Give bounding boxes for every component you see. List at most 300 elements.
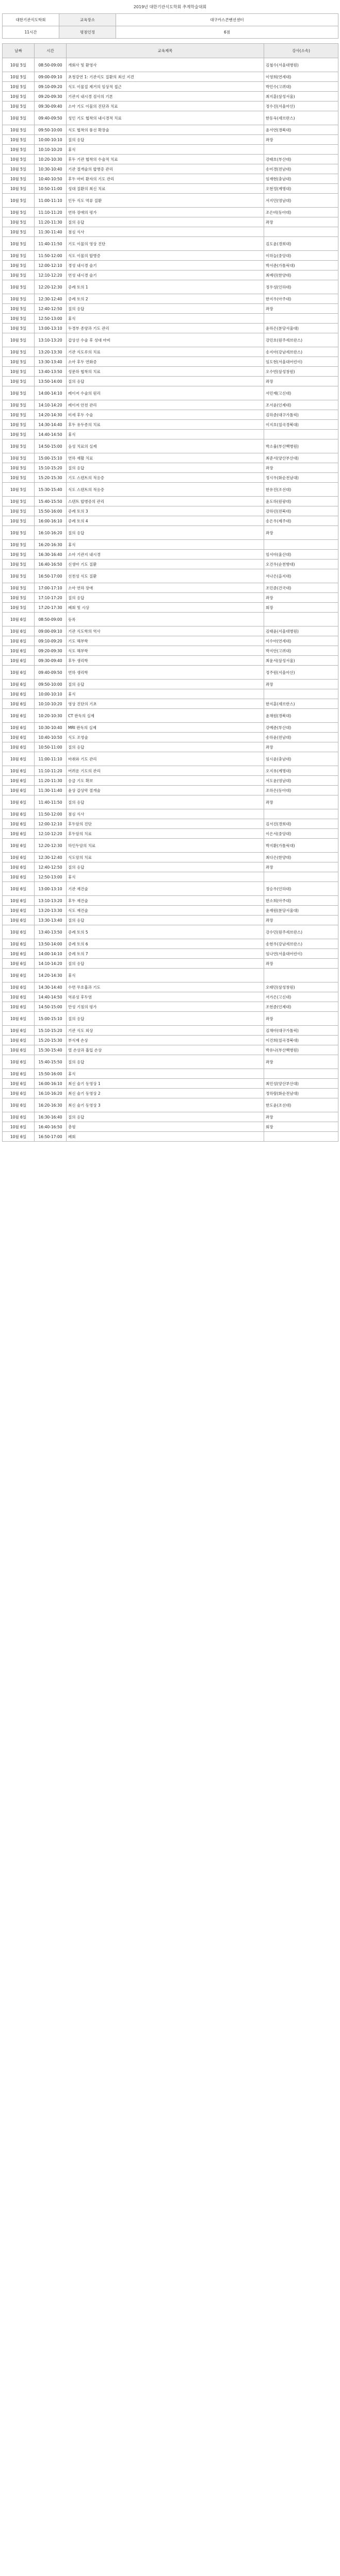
table-row [3, 174, 338, 184]
row-speaker: 정하람(화순전남대) [264, 1089, 338, 1098]
table-row [3, 237, 338, 251]
row-time: 11:30-11:40 [35, 227, 67, 237]
row-title: 기도 스텐트의 적응증 [67, 473, 264, 483]
row-time: 16:20-16:30 [35, 540, 67, 550]
row-speaker: 정승우(인하대) [264, 882, 338, 896]
table-row [3, 82, 338, 92]
row-time: 15:50-16:00 [35, 506, 67, 516]
row-title: 후두암의 치료 [67, 829, 264, 839]
row-time: 09:30-09:40 [35, 656, 67, 666]
row-date: 10월 5일 [3, 208, 35, 217]
row-time: 14:40-14:50 [35, 430, 67, 439]
row-speaker [264, 613, 338, 626]
row-time: 14:00-14:10 [35, 386, 67, 400]
row-date: 10월 6일 [3, 689, 35, 699]
row-date: 10월 5일 [3, 125, 35, 135]
row-date: 10월 6일 [3, 809, 35, 819]
row-title: 질의 응답 [67, 795, 264, 809]
row-date: 10월 5일 [3, 135, 35, 145]
row-date: 10월 5일 [3, 333, 35, 347]
venue-value: 대구카스콘벤션센터 [116, 14, 338, 26]
row-speaker: 윤채원(경북대) [264, 709, 338, 723]
row-date: 10월 6일 [3, 1036, 35, 1045]
table-row [3, 776, 338, 786]
row-speaker: 최민성(양산부산대) [264, 1079, 338, 1089]
row-title: 질의 응답 [67, 1112, 264, 1122]
table-row [3, 939, 338, 949]
table-row [3, 583, 338, 593]
row-date: 10월 5일 [3, 430, 35, 439]
table-row [3, 829, 338, 839]
row-title: 수면 무호흡과 기도 [67, 982, 264, 992]
row-date: 10월 6일 [3, 723, 35, 733]
table-row [3, 101, 338, 111]
row-time: 16:40-16:50 [35, 560, 67, 569]
row-title: 질의 응답 [67, 680, 264, 689]
row-title: 질의 응답 [67, 1055, 264, 1069]
table-row [3, 656, 338, 666]
row-title: 갑상선 수술 후 성대 마비 [67, 333, 264, 347]
row-date: 10월 6일 [3, 786, 35, 795]
table-row [3, 261, 338, 270]
row-speaker: 오지유(계명대) [264, 766, 338, 776]
table-row [3, 982, 338, 992]
table-row [3, 194, 338, 208]
row-title: 휴식 [67, 872, 264, 882]
row-title: 식도 조영술 [67, 733, 264, 742]
row-speaker: 정우성(인하대) [264, 280, 338, 294]
row-speaker: 조민준(건국대) [264, 583, 338, 593]
row-time: 13:10-13:20 [35, 333, 67, 347]
table-row [3, 689, 338, 699]
row-speaker: 좌장 [264, 526, 338, 540]
row-time: 12:50-13:00 [35, 314, 67, 324]
table-row [3, 742, 338, 752]
table-row [3, 969, 338, 982]
row-speaker: 박소율(부산백병원) [264, 439, 338, 453]
table-row [3, 72, 338, 82]
row-title: 증례 토의 1 [67, 280, 264, 294]
table-row [3, 227, 338, 237]
row-title: 개회사 및 환영사 [67, 58, 264, 72]
row-title: 연하 생리학 [67, 666, 264, 680]
table-row [3, 959, 338, 969]
row-speaker: 최다은(한양대) [264, 853, 338, 862]
row-title: 경성 내시경 술기 [67, 261, 264, 270]
row-date: 10월 6일 [3, 646, 35, 656]
row-title: 식도 해부학 [67, 646, 264, 656]
row-date: 10월 5일 [3, 217, 35, 227]
row-date: 10월 5일 [3, 506, 35, 516]
row-time: 09:00-09:10 [35, 626, 67, 636]
row-time: 11:40-11:50 [35, 237, 67, 251]
row-speaker [264, 1132, 338, 1142]
row-time: 13:50-14:00 [35, 939, 67, 949]
row-time: 11:40-11:50 [35, 795, 67, 809]
row-speaker: 이수아(연세대) [264, 636, 338, 646]
row-date: 10월 6일 [3, 853, 35, 862]
row-speaker: 윤재원(분당서울대) [264, 906, 338, 916]
row-time: 10:40-10:50 [35, 174, 67, 184]
row-title: 어려운 기도의 관리 [67, 766, 264, 776]
table-row [3, 410, 338, 420]
table-row [3, 699, 338, 709]
table-row [3, 497, 338, 506]
row-speaker: 이하늘(중앙대) [264, 251, 338, 261]
schedule-table [2, 43, 338, 1142]
table-row [3, 666, 338, 680]
row-title: 증례 토의 7 [67, 949, 264, 959]
row-time: 12:30-12:40 [35, 853, 67, 862]
table-row [3, 377, 338, 386]
row-time: 11:30-11:40 [35, 786, 67, 795]
row-title: 질의 응답 [67, 862, 264, 872]
row-speaker: 좌장 [264, 135, 338, 145]
row-date: 10월 6일 [3, 906, 35, 916]
row-date: 10월 5일 [3, 550, 35, 560]
row-time: 12:50-13:00 [35, 872, 67, 882]
row-speaker [264, 314, 338, 324]
row-time: 09:20-09:30 [35, 646, 67, 656]
row-title: 질의 응답 [67, 377, 264, 386]
row-speaker [264, 227, 338, 237]
row-date: 10월 5일 [3, 314, 35, 324]
row-date: 10월 6일 [3, 959, 35, 969]
row-title: 연하 장애의 평가 [67, 208, 264, 217]
table-row [3, 92, 338, 101]
table-row [3, 324, 338, 333]
row-time: 11:20-11:30 [35, 776, 67, 786]
row-title: 휴식 [67, 689, 264, 699]
total-hours: 11시간 [3, 26, 59, 39]
row-speaker: 조은비(동아대) [264, 208, 338, 217]
row-date: 10월 5일 [3, 304, 35, 314]
row-time: 10:50-11:00 [35, 742, 67, 752]
row-speaker: 김철수(서울대병원) [264, 58, 338, 72]
row-date: 10월 5일 [3, 583, 35, 593]
row-time: 15:10-15:20 [35, 1026, 67, 1036]
row-date: 10월 6일 [3, 626, 35, 636]
row-time: 16:30-16:40 [35, 1112, 67, 1122]
table-row [3, 906, 338, 916]
row-speaker: 조하은(동아대) [264, 786, 338, 795]
row-title: 질의 응답 [67, 742, 264, 752]
table-row [3, 208, 338, 217]
table-row [3, 992, 338, 1002]
row-speaker: 임시윤(충남대) [264, 752, 338, 766]
row-time: 12:00-12:10 [35, 819, 67, 829]
row-time: 14:10-14:20 [35, 959, 67, 969]
row-date: 10월 6일 [3, 795, 35, 809]
row-speaker [264, 872, 338, 882]
row-time: 12:10-12:20 [35, 829, 67, 839]
row-time: 16:40-16:50 [35, 1122, 67, 1132]
row-time: 17:00-17:10 [35, 583, 67, 593]
table-row [3, 949, 338, 959]
table-row [3, 1132, 338, 1142]
row-time: 16:20-16:30 [35, 1098, 67, 1112]
table-row [3, 400, 338, 410]
row-title: 기관 절개술의 합병증 관리 [67, 164, 264, 174]
row-title: 인두 식도 역류 질환 [67, 194, 264, 208]
row-title: 총평 [67, 1122, 264, 1132]
row-speaker: 강태호(부산대) [264, 155, 338, 164]
row-time: 11:20-11:30 [35, 217, 67, 227]
row-speaker: 이은서(중앙대) [264, 829, 338, 839]
row-date: 10월 5일 [3, 569, 35, 583]
row-speaker: 최지훈(삼성서울) [264, 92, 338, 101]
row-date: 10월 6일 [3, 862, 35, 872]
table-row [3, 125, 338, 135]
row-time: 15:00-15:10 [35, 453, 67, 463]
row-title: 질의 응답 [67, 593, 264, 603]
row-title: 초청강연 1: 기관식도 질환의 최신 지견 [67, 72, 264, 82]
row-title: 연하 재활 치료 [67, 453, 264, 463]
row-speaker: 최윤서(삼성서울) [264, 656, 338, 666]
row-date: 10월 5일 [3, 72, 35, 82]
row-title: 소아 기도 이물의 진단과 치료 [67, 101, 264, 111]
table-row [3, 603, 338, 613]
row-date: 10월 6일 [3, 949, 35, 959]
row-speaker: 한지훈(세브란스) [264, 699, 338, 709]
table-row [3, 506, 338, 516]
row-speaker: 조서윤(인제대) [264, 400, 338, 410]
row-speaker: 좌장 [264, 795, 338, 809]
row-time: 10:10-10:20 [35, 699, 67, 709]
row-speaker: 송미경(전남대) [264, 164, 338, 174]
table-row [3, 135, 338, 145]
row-speaker: 좌장 [264, 1112, 338, 1122]
row-title: 최신 술기 동영상 3 [67, 1098, 264, 1112]
row-speaker: 좌장 [264, 680, 338, 689]
row-title: 질의 응답 [67, 916, 264, 925]
table-row [3, 304, 338, 314]
row-title: 윤상 갑상막 절개술 [67, 786, 264, 795]
row-date: 10월 5일 [3, 145, 35, 155]
row-title: 휴식 [67, 540, 264, 550]
row-speaker: 송지아(강남세브란스) [264, 347, 338, 357]
row-date: 10월 6일 [3, 742, 35, 752]
row-speaker: 오태민(삼성창원) [264, 982, 338, 992]
table-row [3, 217, 338, 227]
row-speaker: 박지환(가톨릭대) [264, 839, 338, 853]
row-speaker [264, 540, 338, 550]
row-date: 10월 6일 [3, 1122, 35, 1132]
row-time: 13:00-13:10 [35, 324, 67, 333]
row-date: 10월 5일 [3, 473, 35, 483]
organizer: 대한기관식도학회 [3, 14, 59, 26]
row-speaker [264, 145, 338, 155]
row-title: 마취와 기도 관리 [67, 752, 264, 766]
row-title: 후두 유두종의 치료 [67, 420, 264, 430]
row-speaker: 강예준(부산대) [264, 723, 338, 733]
row-time: 14:30-14:40 [35, 420, 67, 430]
row-title: 점심 식사 [67, 809, 264, 819]
row-date: 10월 6일 [3, 766, 35, 776]
row-date: 10월 5일 [3, 194, 35, 208]
table-row [3, 1002, 338, 1012]
row-time: 09:40-09:50 [35, 111, 67, 125]
row-date: 10월 6일 [3, 872, 35, 882]
table-row [3, 184, 338, 194]
row-time: 13:10-13:20 [35, 896, 67, 906]
row-date: 10월 6일 [3, 1089, 35, 1098]
row-date: 10월 5일 [3, 174, 35, 184]
row-speaker: 좌장 [264, 916, 338, 925]
row-date: 10월 5일 [3, 400, 35, 410]
row-date: 10월 6일 [3, 982, 35, 992]
row-title: 증례 토의 5 [67, 925, 264, 939]
row-time: 14:10-14:20 [35, 400, 67, 410]
row-speaker: 임나연(서울대어린이) [264, 949, 338, 959]
row-speaker: 좌장 [264, 742, 338, 752]
table-row [3, 569, 338, 583]
table-row [3, 333, 338, 347]
row-speaker: 박지안(고려대) [264, 646, 338, 656]
table-row [3, 1036, 338, 1045]
row-date: 10월 5일 [3, 420, 35, 430]
row-speaker: 강민호(원주세브란스) [264, 333, 338, 347]
row-speaker: 송하윤(전남대) [264, 733, 338, 742]
row-time: 09:30-09:40 [35, 101, 67, 111]
row-speaker: 회장 [264, 1122, 338, 1132]
row-time: 09:50-10:00 [35, 125, 67, 135]
row-time: 15:40-15:50 [35, 497, 67, 506]
row-date: 10월 5일 [3, 155, 35, 164]
row-date: 10월 6일 [3, 839, 35, 853]
row-time: 13:00-13:10 [35, 882, 67, 896]
table-row [3, 294, 338, 304]
row-speaker: 한소희(아주대) [264, 896, 338, 906]
row-date: 10월 6일 [3, 829, 35, 839]
row-date: 10월 6일 [3, 939, 35, 949]
row-date: 10월 6일 [3, 680, 35, 689]
table-row [3, 925, 338, 939]
table-row [3, 386, 338, 400]
row-title: 증례 토의 4 [67, 516, 264, 526]
row-time: 09:40-09:50 [35, 666, 67, 680]
row-date: 10월 6일 [3, 1055, 35, 1069]
row-title: 증례 토의 6 [67, 939, 264, 949]
row-title: 소아 후두 연화증 [67, 357, 264, 367]
row-date: 10월 6일 [3, 733, 35, 742]
row-time: 10:30-10:40 [35, 723, 67, 733]
row-date: 10월 6일 [3, 656, 35, 666]
row-speaker: 박유나(부산백병원) [264, 1045, 338, 1055]
row-speaker: 한동욱(세브란스) [264, 111, 338, 125]
header-time: 시간 [35, 44, 67, 58]
row-title: 열 손상과 흡입 손상 [67, 1045, 264, 1055]
row-time: 09:20-09:30 [35, 92, 67, 101]
row-date: 10월 6일 [3, 1045, 35, 1055]
row-title: 폐회 [67, 1132, 264, 1142]
row-title: 식도 스텐트의 적응증 [67, 483, 264, 497]
row-title: 선천성 식도 질환 [67, 569, 264, 583]
row-time: 14:00-14:10 [35, 949, 67, 959]
table-row [3, 593, 338, 603]
table-row [3, 453, 338, 463]
row-time: 10:00-10:10 [35, 689, 67, 699]
row-speaker: 좌장 [264, 377, 338, 386]
row-title: 미세 후두 수술 [67, 410, 264, 420]
row-date: 10월 5일 [3, 237, 35, 251]
row-title: 영상 진단의 기초 [67, 699, 264, 709]
row-date: 10월 6일 [3, 636, 35, 646]
row-time: 15:40-15:50 [35, 1055, 67, 1069]
row-speaker: 오건우(순천향대) [264, 560, 338, 569]
row-time: 16:50-17:00 [35, 1132, 67, 1142]
row-time: 16:50-17:00 [35, 569, 67, 583]
row-time: 12:00-12:10 [35, 261, 67, 270]
row-time: 15:20-15:30 [35, 1036, 67, 1045]
row-time: 13:20-13:30 [35, 906, 67, 916]
row-date: 10월 5일 [3, 347, 35, 357]
row-time: 16:10-16:20 [35, 1089, 67, 1098]
row-time: 14:50-15:00 [35, 1002, 67, 1012]
row-date: 10월 5일 [3, 58, 35, 72]
row-date: 10월 6일 [3, 916, 35, 925]
row-time: 10:50-11:00 [35, 184, 67, 194]
row-time: 08:50-09:00 [35, 58, 67, 72]
row-title: 레이저 안전 관리 [67, 400, 264, 410]
row-title: 기관 식도학의 역사 [67, 626, 264, 636]
header-date: 날짜 [3, 44, 35, 58]
row-date: 10월 6일 [3, 666, 35, 680]
row-title: 응급 기도 확보 [67, 776, 264, 786]
row-time: 15:50-16:00 [35, 1069, 67, 1079]
row-time: 08:50-09:00 [35, 613, 67, 626]
row-title: 최신 술기 동영상 2 [67, 1089, 264, 1098]
venue-label: 교육장소 [59, 14, 116, 26]
table-row [3, 646, 338, 656]
table-row [3, 560, 338, 569]
row-speaker: 회장 [264, 603, 338, 613]
table-row [3, 809, 338, 819]
row-title: 소아 기관지 내시경 [67, 550, 264, 560]
row-date: 10월 5일 [3, 184, 35, 194]
row-title: 질의 응답 [67, 304, 264, 314]
row-time: 12:30-12:40 [35, 294, 67, 304]
row-time: 11:10-11:20 [35, 208, 67, 217]
row-title: 식도 이물의 합병증 [67, 251, 264, 261]
table-row [3, 1098, 338, 1112]
row-time: 16:00-16:10 [35, 1079, 67, 1089]
row-date: 10월 6일 [3, 1132, 35, 1142]
row-title: 식도 재건술 [67, 906, 264, 916]
row-speaker: 최준서(양산부산대) [264, 453, 338, 463]
table-row [3, 862, 338, 872]
row-time: 10:30-10:40 [35, 164, 67, 174]
document-title: 2019년 대한기관식도학회 추계학술대회 [133, 5, 207, 9]
table-row [3, 752, 338, 766]
table-row [3, 1055, 338, 1069]
row-time: 09:10-09:20 [35, 82, 67, 92]
row-speaker: 서가은(고신대) [264, 992, 338, 1002]
row-date: 10월 5일 [3, 357, 35, 367]
info-table [2, 13, 338, 39]
row-date: 10월 5일 [3, 386, 35, 400]
row-speaker: 서지민(영남대) [264, 194, 338, 208]
table-row [3, 550, 338, 560]
row-time: 12:40-12:50 [35, 862, 67, 872]
row-title: 연성 내시경 술기 [67, 270, 264, 280]
row-title: 레이저 수술의 원리 [67, 386, 264, 400]
row-date: 10월 5일 [3, 164, 35, 174]
row-speaker: 좌장 [264, 463, 338, 473]
row-title: 식도암의 치료 [67, 853, 264, 862]
row-title: 두경부 종양과 기도 관리 [67, 324, 264, 333]
info-row [3, 14, 338, 26]
